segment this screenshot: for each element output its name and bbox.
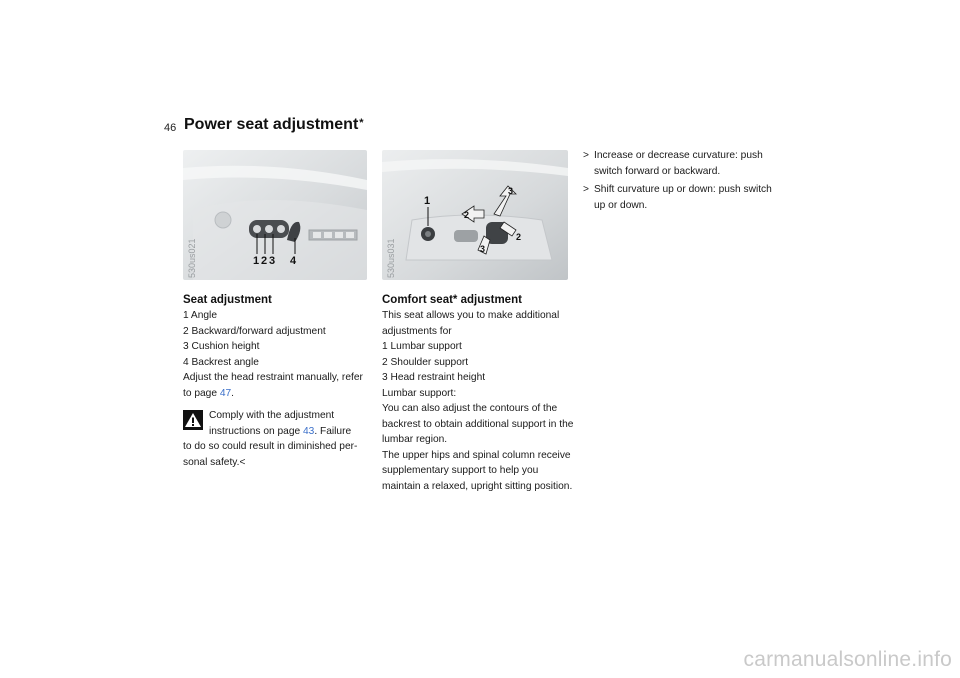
list-item: > Increase or decrease curvature: push switch forward or backward. (583, 150, 763, 177)
callout-2: 2 (261, 255, 268, 267)
list-item: 1 Lumbar support (382, 341, 462, 352)
head-restraint-note: Adjust the head restraint manually, refer to page 47. (183, 372, 363, 399)
warning-triangle-icon (183, 410, 203, 430)
page-link-43[interactable]: 43 (303, 425, 315, 437)
list-item: 4 Backrest angle (183, 356, 259, 368)
list-item: 2 Shoulder support (382, 356, 469, 368)
callout-headrest-top: 3 (508, 186, 514, 196)
warning-note: Comply with the adjustment instructions on page 43. Failure to do so could result in diminished per-sonal safety.< (183, 410, 358, 468)
page-title (184, 116, 364, 134)
page-link-47[interactable]: 47 (219, 387, 232, 399)
paragraph: You can also adjust the contours of the backrest to obtain additional support in the lumbar region. (382, 403, 574, 445)
page-title-text: Power seat adjustment (184, 116, 359, 133)
list-item: 3 Cushion height (183, 341, 260, 352)
watermark: carmanualsonline.info (743, 648, 952, 671)
callout-shoulder-left: 2 (464, 210, 470, 220)
comfort-seat-text (382, 308, 574, 494)
callout-shoulder-right: 2 (516, 232, 522, 242)
end-mark: < (239, 456, 246, 468)
intro-text: This seat allows you to make additional adjustments for (382, 310, 560, 337)
paragraph: The upper hips and spinal column receive supplementary support to help you maintain a relaxed, upright sitting position. (382, 449, 573, 492)
comfort-seat-heading: Comfort seat* adjustment (382, 294, 522, 306)
callout-3: 3 (269, 255, 276, 267)
list-item: 3 Head restraint height (382, 372, 486, 383)
callout-lumbar: 1 (424, 195, 431, 207)
lumbar-bullets (583, 148, 783, 216)
figure-code: 530us021 (187, 238, 197, 278)
seat-switch-figure (183, 150, 367, 280)
callout-4: 4 (290, 255, 297, 267)
seat-adjustment-heading: Seat adjustment (183, 294, 272, 306)
bullet-arrow-icon: > (583, 184, 589, 195)
page-number: 46 (164, 122, 177, 134)
comfort-seat-switch-figure (382, 150, 568, 280)
bullet-arrow-icon: > (583, 150, 589, 161)
list-item: > Shift curvature up or down: push switch up or down. (583, 184, 772, 211)
callout-headrest-bottom: 3 (480, 244, 486, 254)
seat-adjustment-text (183, 308, 363, 470)
optional-equipment-star: * (359, 117, 364, 129)
callout-1: 1 (253, 255, 260, 267)
list-item: 2 Backward/forward adjustment (183, 325, 326, 337)
lumbar-label: Lumbar support: (382, 387, 457, 399)
figure-code: 530us031 (386, 238, 396, 278)
list-item: 1 Angle (183, 310, 217, 321)
